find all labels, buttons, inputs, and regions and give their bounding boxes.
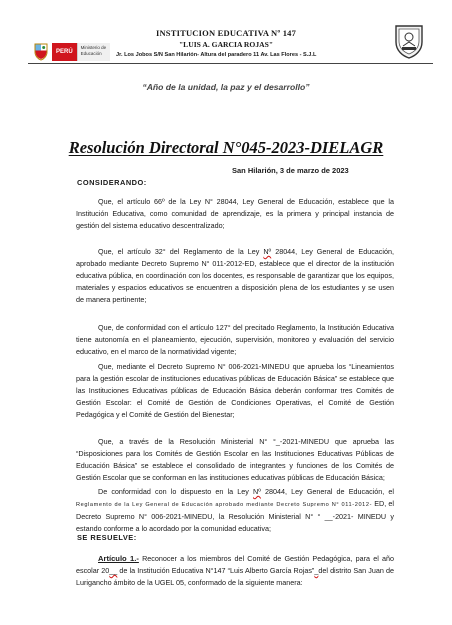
year-motto: “Año de la unidad, la paz y el desarrollo” (142, 82, 310, 92)
paragraph-1: Que, el artículo 66º de la Ley N° 28044, Ley General de Educación, establece que la Institución Educativa, como comunidad de aprendizaje, es la primera y principal instancia de gestión del sistema educativo descentralizado; (76, 197, 394, 230)
resolution-title: Resolución Directoral N°045-2023-DIELAGR (68, 138, 384, 157)
article-1: Artículo 1.- Reconocer a los miembros del Comité de Gestión Pedagógica, para el año escolar 20__ de la Institución Educativa N°147 “Luis Alberto García Rojas”_del distrito San Juan de Lurigancho ámbito de la UGEL 05, conformado de la siguiente manera: (76, 554, 395, 587)
ministry-label: Ministerio de Educación (77, 43, 110, 61)
paragraph-4: Que, mediante el Decreto Supremo N° 006-2021-MINEDU que aprueba los “Lineamientos para la gestión escolar de instituciones educativas públicas de Educación Básica” se establece que las Instituciones Educativas públicas de Educación Básica deberán conformar tres Comités de Gestión Escolar: el Comité de Gestión de Condiciones Operativas, el Comité de Gestión Pedagógica y el Comité de Gestión del Bienestar; (76, 362, 394, 419)
institution-title: INSTITUCION EDUCATIVA Nº 147 (155, 28, 297, 38)
paragraph-5: Que, a través de la Resolución Ministerial N° °_-2021-MINEDU que aprueba las “Disposiciones para los Comités de Gestión Escolar en las Instituciones Educativas Públicas de Educación Básica” se establece el consolidado de integrantes y funciones de los Comités de Gestión Escolar que se conforman en las instituciones educativas públicas de Educación Básica; (76, 437, 394, 482)
paragraph-2: Que, el artículo 32° del Reglamento de la Ley Nº 28044, Ley General de Educación, aprobado mediante Decreto Supremo N° 011-2012-ED, establece que el director de la institución educativa pública, en coordinación con los docentes, es responsable de garantizar que los equipos, materiales y espacios educativos se encuentren a disposición plena de los estudiantes y se usen de manera pertinente; (76, 247, 394, 304)
letterhead-divider (28, 63, 433, 64)
considerando-heading: CONSIDERANDO: (77, 178, 147, 187)
article-1-label: Artículo 1.- (98, 554, 139, 563)
se-resuelve-heading: SE RESUELVE: (77, 533, 137, 542)
paragraph-3: Que, de conformidad con el artículo 127° del precitado Reglamento, la Institución Educativa tiene autonomía en el planeamiento, ejecución, supervisión, monitoreo y evaluación del servicio educativo, en el marco de la normatividad vigente; (76, 323, 394, 356)
paragraph-6: De conformidad con lo dispuesto en la Ley Nº 28044, Ley General de Educación, el Reglamento de la Ley General de Educación aprobado mediante Decreto Supremo N° 011-2012- ED, el Decreto Supremo N° 006-2021-MINEDU, la Resolución Ministerial N° ° __-2021- MINEDU y estando conforme a lo acordado por la comunidad educativa; (76, 487, 394, 533)
school-crest-icon (394, 24, 424, 60)
resolution-date: San Hilarión, 3 de marzo de 2023 (232, 166, 349, 175)
institution-address: Jr. Los Jobos S/N San Hilarión- Altura del paradero 11 Av. Las Flores - S.J.L (116, 52, 317, 58)
peru-label: PERÚ (52, 43, 77, 61)
institution-name: "LUIS A. GARCIA ROJAS" (178, 40, 274, 49)
letterhead (0, 0, 452, 66)
